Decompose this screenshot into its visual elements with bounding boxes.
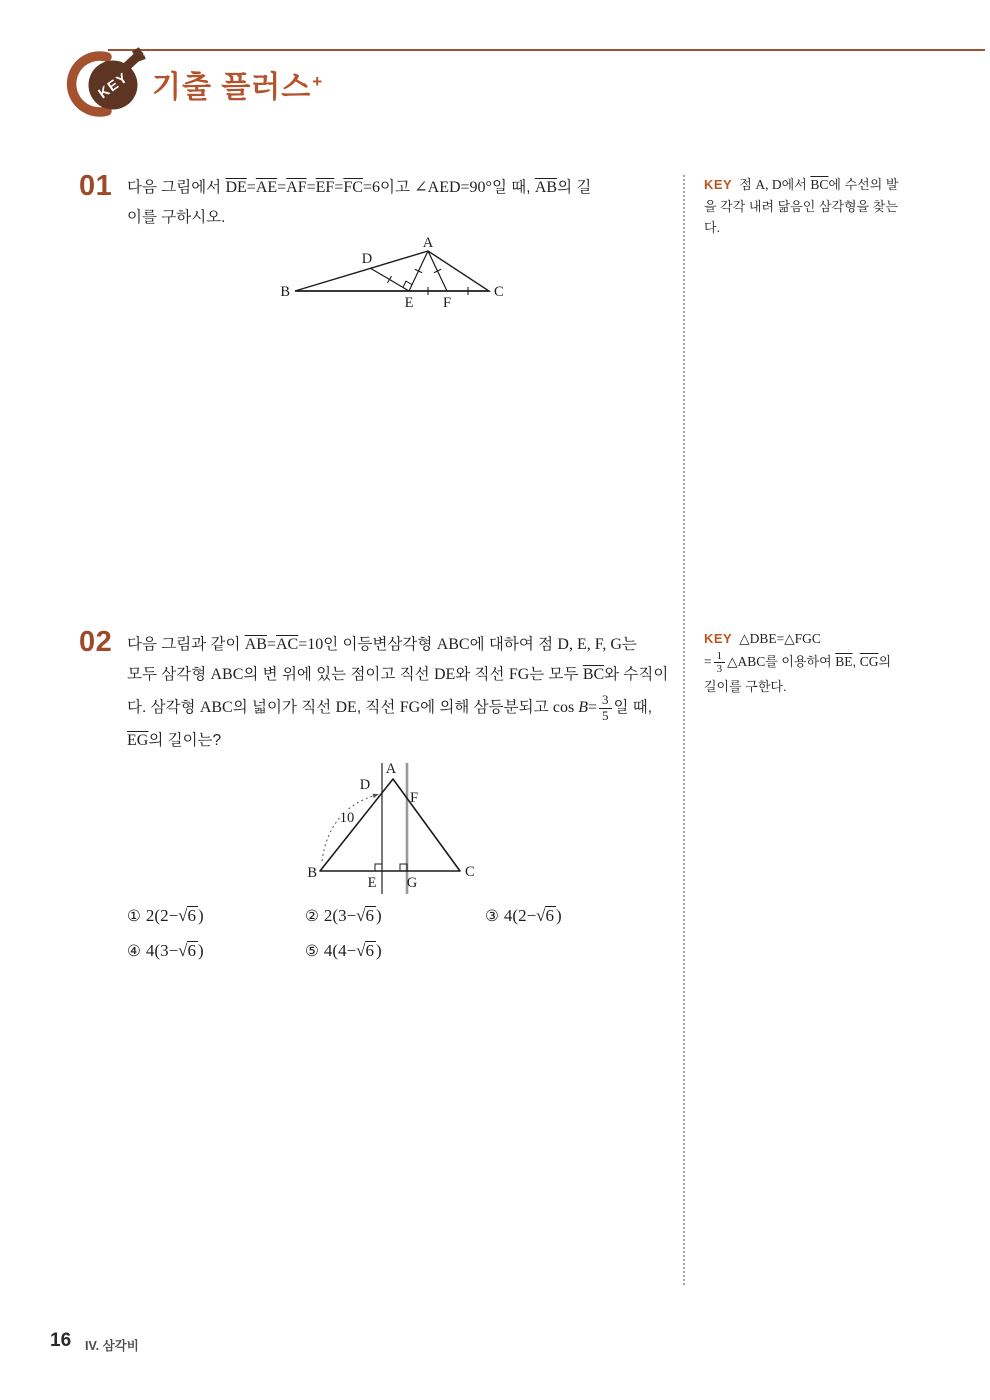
logo-key-tooth: [137, 57, 145, 60]
problem-02-number: 02: [79, 626, 113, 658]
choice-4: [127, 941, 204, 961]
label-G: G: [406, 875, 418, 891]
problem-01-line-2: 이를 구하시오.: [127, 209, 226, 226]
choice-3: [485, 906, 562, 926]
key-note-01-line-2: 을 각각 내려 닮음인 삼각형을 찾는: [704, 198, 898, 214]
label-E: E: [367, 875, 377, 891]
key-label: KEY: [704, 177, 733, 192]
page-title-text: 기출 플러스: [152, 71, 312, 104]
diagram-problem-02: [296, 756, 488, 900]
choice-2-number: ②: [305, 907, 319, 925]
label-E: E: [404, 295, 414, 311]
problem-02-line-3: 다. 삼각형 ABC의 넓이가 직선 DE, 직선 FG에 의해 삼등분되고 cos B= $\frac{3}{5}$ 일 때,: [127, 692, 653, 724]
label-C: C: [494, 284, 504, 300]
answer-choices: [127, 906, 667, 976]
problem-02-line-1: 다음 그림과 같이 $\overline{AB}=\overline{AC}=10$인 이등변삼각형 ABC에 대하여 점 D, E, F, G는: [127, 636, 637, 653]
choice-3-value: 4(2−√6 ): [503, 906, 562, 925]
page-number: 16: [50, 1330, 72, 1351]
key-note-01: [704, 174, 974, 239]
label-A: A: [385, 761, 397, 777]
label-D: D: [359, 777, 371, 793]
column-divider: [683, 175, 685, 1285]
choice-1-number: ①: [127, 907, 141, 925]
problem-02-line-4: $\overline{EG}$의 길이는?: [127, 732, 222, 749]
key-label: KEY: [704, 631, 733, 646]
label-F: F: [410, 790, 419, 806]
label-B: B: [307, 865, 317, 881]
label-A: A: [422, 235, 434, 251]
choice-2-value: 2(3−√6 ): [323, 906, 382, 925]
problem-01-line-1: 다음 그림에서 $\overline{DE}=\overline{AE}=\overline{AF}=\overline{EF}=\overline{FC}=6$이고 ∠AED=90°일 때, $\overline{AB}$의 길: [127, 179, 592, 196]
choice-4-number: ④: [127, 942, 141, 960]
logo-key-text: KEY: [94, 68, 132, 102]
label-B: B: [280, 284, 290, 300]
choice-5: [305, 941, 382, 961]
choice-1: [127, 906, 204, 926]
key-note-02-line-3: 길이를 구한다.: [704, 678, 787, 694]
page-title-plus: +: [312, 72, 324, 91]
label-C: C: [465, 864, 475, 880]
label-side-10: 10: [339, 810, 355, 826]
choice-5-number: ⑤: [305, 942, 319, 960]
page-title: [152, 62, 323, 106]
problem-01-text: [127, 173, 679, 233]
right-angle-mark-E: [375, 864, 382, 871]
key-note-02-text: △DBE=△FGC: [739, 631, 821, 646]
key-note-01-text: 점 A, D에서 $\overline{BC}$에 수선의 발: [739, 177, 899, 192]
problem-02-line-2: 모두 삼각형 ABC의 변 위에 있는 점이고 직선 DE와 직선 FG는 모두 $\overline{BC}$와 수직이: [127, 666, 669, 683]
label-D: D: [361, 251, 373, 267]
top-rule: [108, 49, 985, 51]
problem-01-number: 01: [79, 170, 113, 202]
measure-arc-AB: [322, 795, 376, 861]
key-note-02-line-1: [704, 628, 974, 650]
chapter-title: IV. 삼각비: [85, 1339, 139, 1353]
choice-5-value: 4(4−√6 ): [323, 941, 382, 960]
key-note-02: [704, 628, 974, 697]
key-note-02-line-2: = $\frac{1}{3}$ △ABC를 이용하여 $\overline{BE}$, $\overline{CG}$의: [704, 649, 892, 676]
choice-2: [305, 906, 382, 926]
key-note-01-line-3: 다.: [704, 220, 721, 235]
diagram-problem-01: [276, 235, 504, 316]
key-note-01-line-1: [704, 174, 974, 196]
choice-3-number: ③: [485, 907, 499, 925]
triangle-ABC: [295, 251, 489, 291]
label-F: F: [442, 295, 452, 311]
key-logo-icon: [64, 48, 156, 120]
choice-1-value: 2(2−√6 ): [145, 906, 204, 925]
choice-4-value: 4(3−√6 ): [145, 941, 204, 960]
problem-02-text: [127, 630, 679, 756]
